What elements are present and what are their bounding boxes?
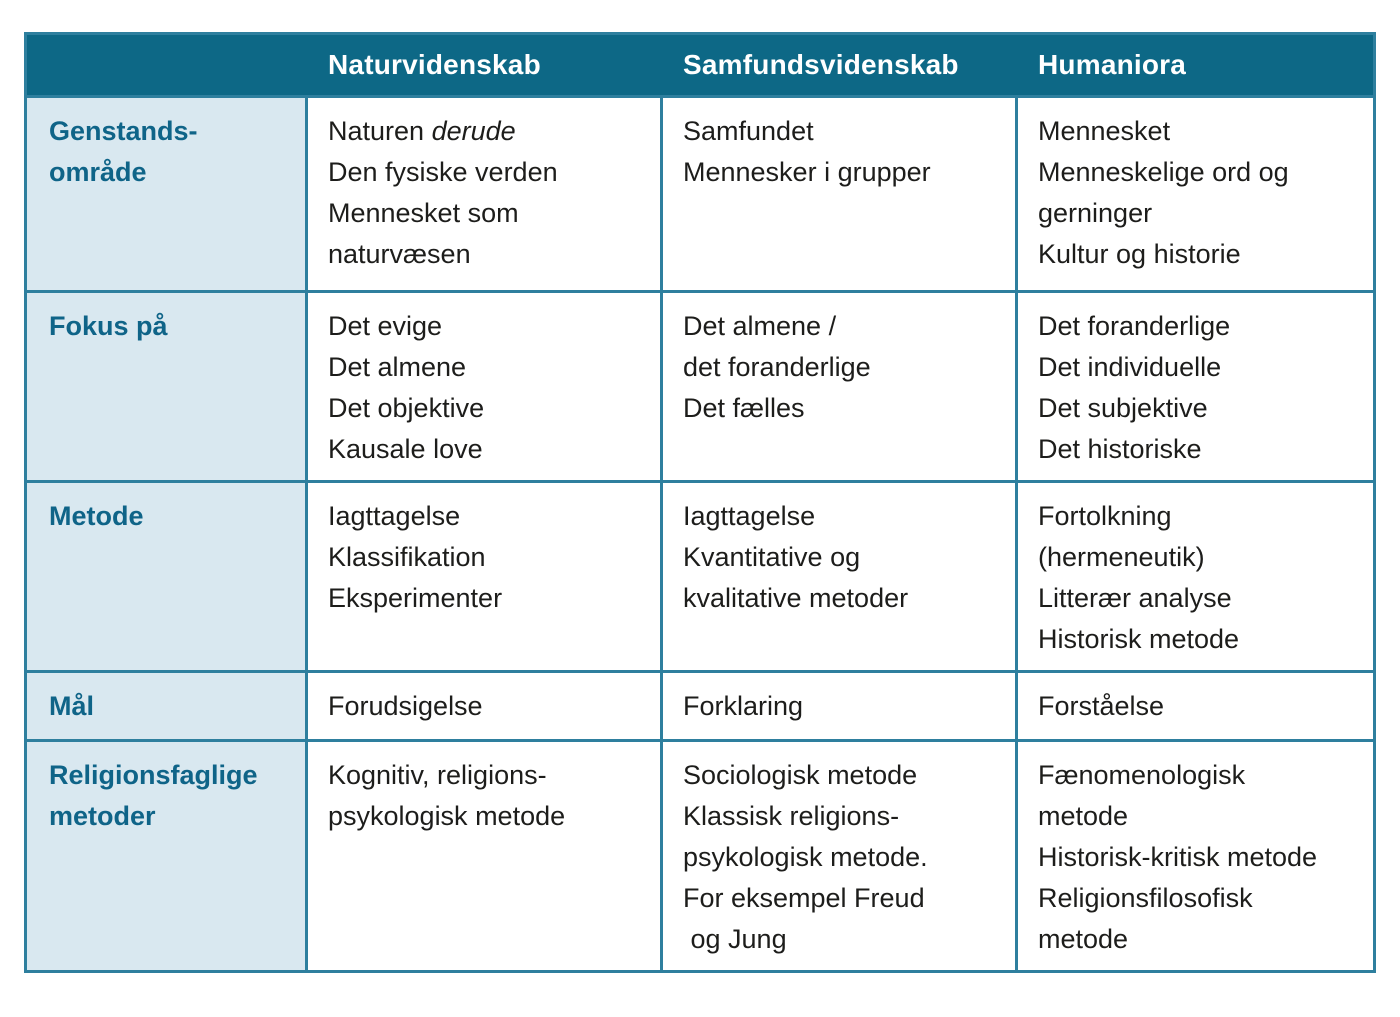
row-label-cell bbox=[27, 483, 305, 670]
table-cell bbox=[308, 483, 660, 670]
text-line: Metode bbox=[49, 501, 144, 531]
text-line: Kvantitative og bbox=[683, 542, 861, 572]
text-line: Fænomenologisk bbox=[1038, 760, 1246, 790]
text-line: psykologisk metode. bbox=[683, 842, 928, 872]
text-line: For eksempel Freud bbox=[683, 883, 925, 913]
table-header-row bbox=[27, 35, 1373, 95]
text-line: Klassisk religions- bbox=[683, 801, 900, 831]
text-line: Det individuelle bbox=[1038, 352, 1222, 382]
text-line: metoder bbox=[49, 801, 156, 831]
text-line: Samfundet bbox=[683, 116, 814, 146]
table-cell bbox=[308, 98, 660, 290]
text-line: Iagttagelse bbox=[683, 501, 816, 531]
text-line: gerninger bbox=[1038, 198, 1153, 228]
text-line: naturvæsen bbox=[328, 239, 471, 269]
table-cell bbox=[1018, 742, 1373, 970]
text-line: Religionsfilosofisk bbox=[1038, 883, 1253, 913]
header-corner-cell bbox=[27, 35, 305, 95]
text-line: kvalitative metoder bbox=[683, 583, 909, 613]
row-label-cell bbox=[27, 293, 305, 480]
text-line: metode bbox=[1038, 924, 1129, 954]
text-line: Religionsfaglige bbox=[49, 760, 258, 790]
header-cell-samfundsvidenskab: Samfundsvidenskab bbox=[683, 49, 959, 80]
comparison-table bbox=[24, 32, 1376, 973]
text-line: Det historiske bbox=[1038, 434, 1202, 464]
text-line: Det almene bbox=[328, 352, 467, 382]
text-line: Mennesker i grupper bbox=[683, 157, 931, 187]
text-line: Litterær analyse bbox=[1038, 583, 1232, 613]
table-row bbox=[27, 742, 1373, 970]
text-line: Historisk metode bbox=[1038, 624, 1240, 654]
table-cell bbox=[1018, 673, 1373, 739]
table-row bbox=[27, 293, 1373, 480]
text-line: område bbox=[49, 157, 147, 187]
text-line: Historisk-kritisk metode bbox=[1038, 842, 1318, 872]
text-line: Det subjektive bbox=[1038, 393, 1208, 423]
text-line: Det evige bbox=[328, 311, 443, 341]
text-line: Klassifikation bbox=[328, 542, 486, 572]
text-line: Genstands- bbox=[49, 116, 198, 146]
table-cell bbox=[663, 742, 1015, 970]
text-line: metode bbox=[1038, 801, 1129, 831]
text-line: Forudsigelse bbox=[328, 691, 483, 721]
text-line: Fortolkning bbox=[1038, 501, 1172, 531]
text-line: Mennesket som bbox=[328, 198, 519, 228]
text-line: Det objektive bbox=[328, 393, 485, 423]
text-line: Kausale love bbox=[328, 434, 483, 464]
text-line: Naturen derude bbox=[328, 116, 516, 146]
table-cell bbox=[308, 742, 660, 970]
text-line: Sociologisk metode bbox=[683, 760, 918, 790]
table-row bbox=[27, 98, 1373, 290]
table-cell bbox=[1018, 98, 1373, 290]
text-line: Menneskelige ord og bbox=[1038, 157, 1289, 187]
table-cell bbox=[663, 98, 1015, 290]
text-line: Den fysiske verden bbox=[328, 157, 558, 187]
text-line: Eksperimenter bbox=[328, 583, 503, 613]
table-cell bbox=[663, 483, 1015, 670]
row-label-cell bbox=[27, 673, 305, 739]
header-cell-naturvidenskab: Naturvidenskab bbox=[328, 49, 541, 80]
text-line: Det foranderlige bbox=[1038, 311, 1231, 341]
table-cell bbox=[1018, 293, 1373, 480]
text-line: Mennesket bbox=[1038, 116, 1171, 146]
row-label-cell bbox=[27, 98, 305, 290]
table-cell bbox=[663, 673, 1015, 739]
text-line: Fokus på bbox=[49, 311, 168, 341]
text-line: Det fælles bbox=[683, 393, 805, 423]
text-line: Forklaring bbox=[683, 691, 804, 721]
header-cell-humaniora: Humaniora bbox=[1038, 49, 1187, 80]
table-row bbox=[27, 673, 1373, 739]
text-line: Iagttagelse bbox=[328, 501, 461, 531]
text-line: Kultur og historie bbox=[1038, 239, 1241, 269]
row-label-cell bbox=[27, 742, 305, 970]
table-cell bbox=[308, 673, 660, 739]
text-line: Kognitiv, religions- bbox=[328, 760, 547, 790]
text-line: og Jung bbox=[683, 924, 787, 954]
text-line: Forståelse bbox=[1038, 691, 1165, 721]
text-line: Det almene / bbox=[683, 311, 837, 341]
text-line: Mål bbox=[49, 691, 95, 721]
text-line: psykologisk metode bbox=[328, 801, 566, 831]
table-cell bbox=[308, 293, 660, 480]
table-row bbox=[27, 483, 1373, 670]
text-line: det foranderlige bbox=[683, 352, 871, 382]
text-line: (hermeneutik) bbox=[1038, 542, 1205, 572]
table-cell bbox=[663, 293, 1015, 480]
table-cell bbox=[1018, 483, 1373, 670]
